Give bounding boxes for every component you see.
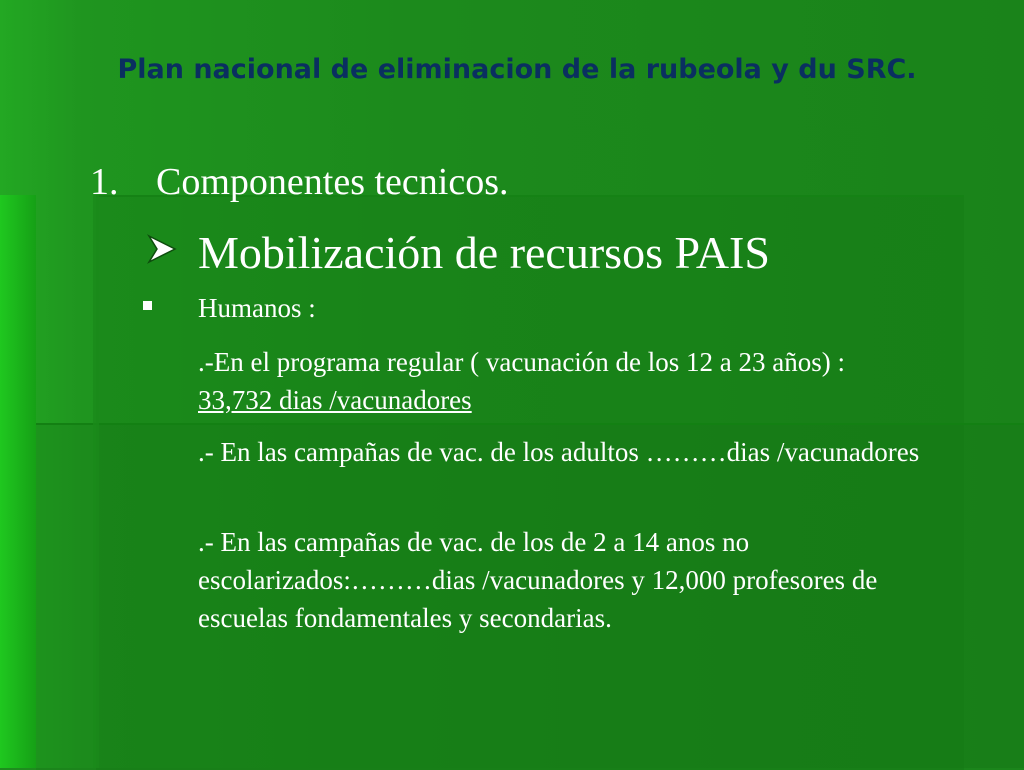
heading-text: Componentes tecnicos. bbox=[156, 161, 509, 203]
left-accent-panel bbox=[0, 195, 36, 768]
paragraph-text: .-En el programa regular ( vacunación de los 12 a 23 años) : bbox=[198, 347, 846, 377]
slide-title: Plan nacional de eliminacion de la rubeola y du SRC. bbox=[117, 54, 917, 85]
arrow-bullet-icon bbox=[145, 232, 179, 266]
list-number: 1. bbox=[90, 161, 119, 203]
paragraph-adult-campaign: .- En las campañas de vac. de los adultos ………dias /vacunadores bbox=[198, 437, 920, 467]
paragraph-child-campaign: .- En las campañas de vac. de los de 2 a 14 anos no escolarizados:………dias /vacunadores y 12,000 profesores de escuelas fondamentales y secondarias. bbox=[198, 527, 878, 633]
underlined-value: 33,732 dias /vacunadores bbox=[198, 385, 472, 415]
section-label: Humanos : bbox=[198, 293, 316, 323]
numbered-heading bbox=[90, 160, 508, 204]
square-bullet-icon bbox=[143, 301, 152, 310]
decor-vertical-stripe bbox=[93, 195, 99, 768]
sub-heading: Mobilización de recursos PAIS bbox=[198, 227, 770, 278]
paragraph-regular-program bbox=[198, 343, 958, 419]
